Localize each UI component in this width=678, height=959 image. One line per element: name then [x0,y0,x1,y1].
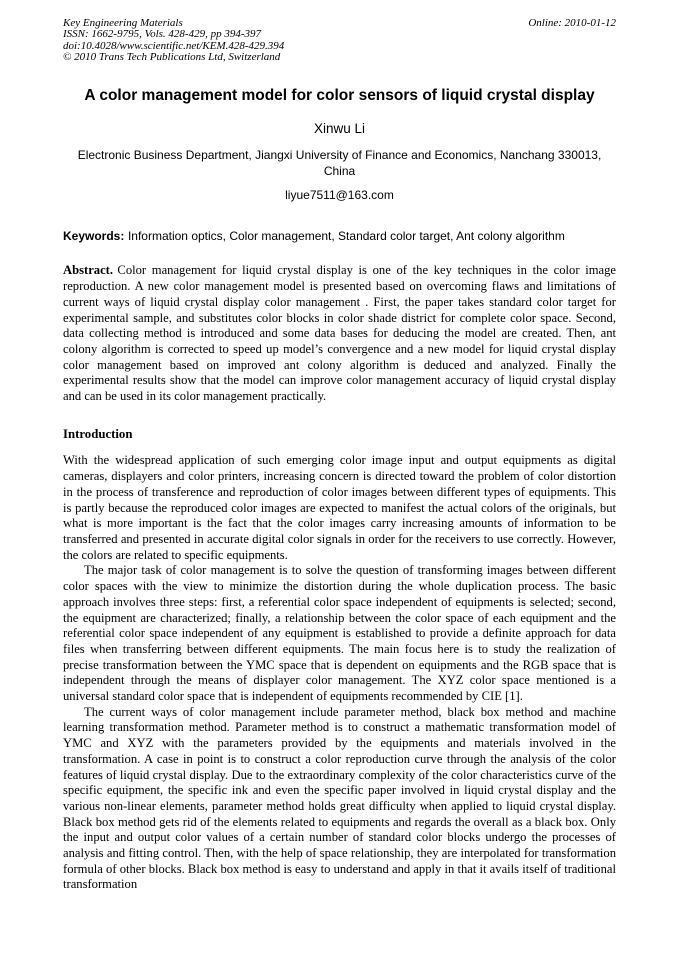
copyright-line: © 2010 Trans Tech Publications Ltd, Switzerland [63,50,281,63]
keywords-label: Keywords: [63,229,125,244]
abstract-text: Color management for liquid crystal display is one of the key techniques in the color image reproduction. A new color management model is presented based on overcoming flaws and limitations of current ways of liquid crystal display color management . First, the paper takes standard color target for experimental sample, and substitutes color blocks in color shade district for complete color space. Second, data collecting method is introduced and some data bases for deducing the model are created. Then, ant colony algorithm is corrected to speed up model’s convergence and a new model for liquid crystal display color management based on improved ant colony algorithm is deduced and analyzed. Finally the experimental results show that the model can improve color management accuracy of liquid crystal display and can be used in its color management practically. [63,263,616,404]
intro-paragraph-2: The major task of color management is to solve the question of transforming images between different color spaces with the view to minimize the distortion during the whole duplication process. The basic approach involves three steps: first, a referential color space independent of equipments is selected; second, the equipment are characterized; finally, a relationship between the color space of each equipment and the referential color space independent of any equipment is established to provide a definite approach for data files when transferring between different equipments. The main focus here is to study the realization of precise transformation between the YMC space that is dependent on equipments and the RGB space that is independent through the means of displayer color management. The XYZ color space mentioned is a universal standard color space that is independent of equipments recommended by CIE [1]. [63,563,616,704]
issn-line: ISSN: 1662-9795, Vols. 428-429, pp 394-397 [63,28,261,41]
publication-info [63,18,284,63]
paper-title: A color management model for color sensors of liquid crystal display [84,87,595,105]
doi-line: doi:10.4028/www.scientific.net/KEM.428-429.394 [63,39,285,52]
abstract [63,263,616,404]
intro-paragraph-1: With the widespread application of such emerging color image input and output equipments as digital cameras, displayers and color printers, increasing concern is directed toward the problem of color distortion in the process of transference and reproduction of color images between different types of equipments. This is partly because the reproduced color images are expected to manifest the actual colors of the originals, but what is more important is the fact that the color images carry increasing amounts of information to be transferred and presented in accurate digital color signals in order for the receivers to use correctly. However, the colors are related to specific equipments. [63,453,616,562]
keywords-text: Information optics, Color management, Standard color target, Ant colony algorithm [127,229,565,244]
affiliation-line-2: China [323,163,356,178]
affiliation-line-1: Electronic Business Department, Jiangxi University of Finance and Economics, Nanchang 330013, [77,147,602,162]
keywords-line [63,229,616,244]
author-email: liyue7511@163.com [285,188,394,203]
publication-header [63,18,616,63]
author-name: Xinwu Li [313,120,366,136]
online-date: Online: 2010-01-12 [528,17,616,29]
section-heading-introduction: Introduction [63,426,133,441]
intro-paragraph-3: The current ways of color management include parameter method, black box method and machine learning transformation method. Parameter method is to construct a mathematic transformation model of YMC and XYZ with the parameters provided by the equipments and materials involved in the transformation. A case in point is to construct a color reproduction curve through the analysis of the color features of liquid crystal display. Due to the extraordinary complexity of the color characteristics curve of the specific equipment, the specific ink and even the specific paper involved in liquid crystal display and the various non-linear elements, parameter method holds great difficulty when applied to liquid crystal display. Black box method gets rid of the elements related to equipments and regards the overall as a black box. Only the input and output color values of a certain number of standard color blocks undergo the processes of analysis and fitting control. Then, with the help of space relationship, they are interpolated for transformation formula of other blocks. Black box method is easy to understand and apply in that it avails itself of traditional transformation [63,704,616,892]
journal-name: Key Engineering Materials [63,17,183,29]
affiliation [63,148,616,180]
abstract-label: Abstract. [63,263,114,278]
